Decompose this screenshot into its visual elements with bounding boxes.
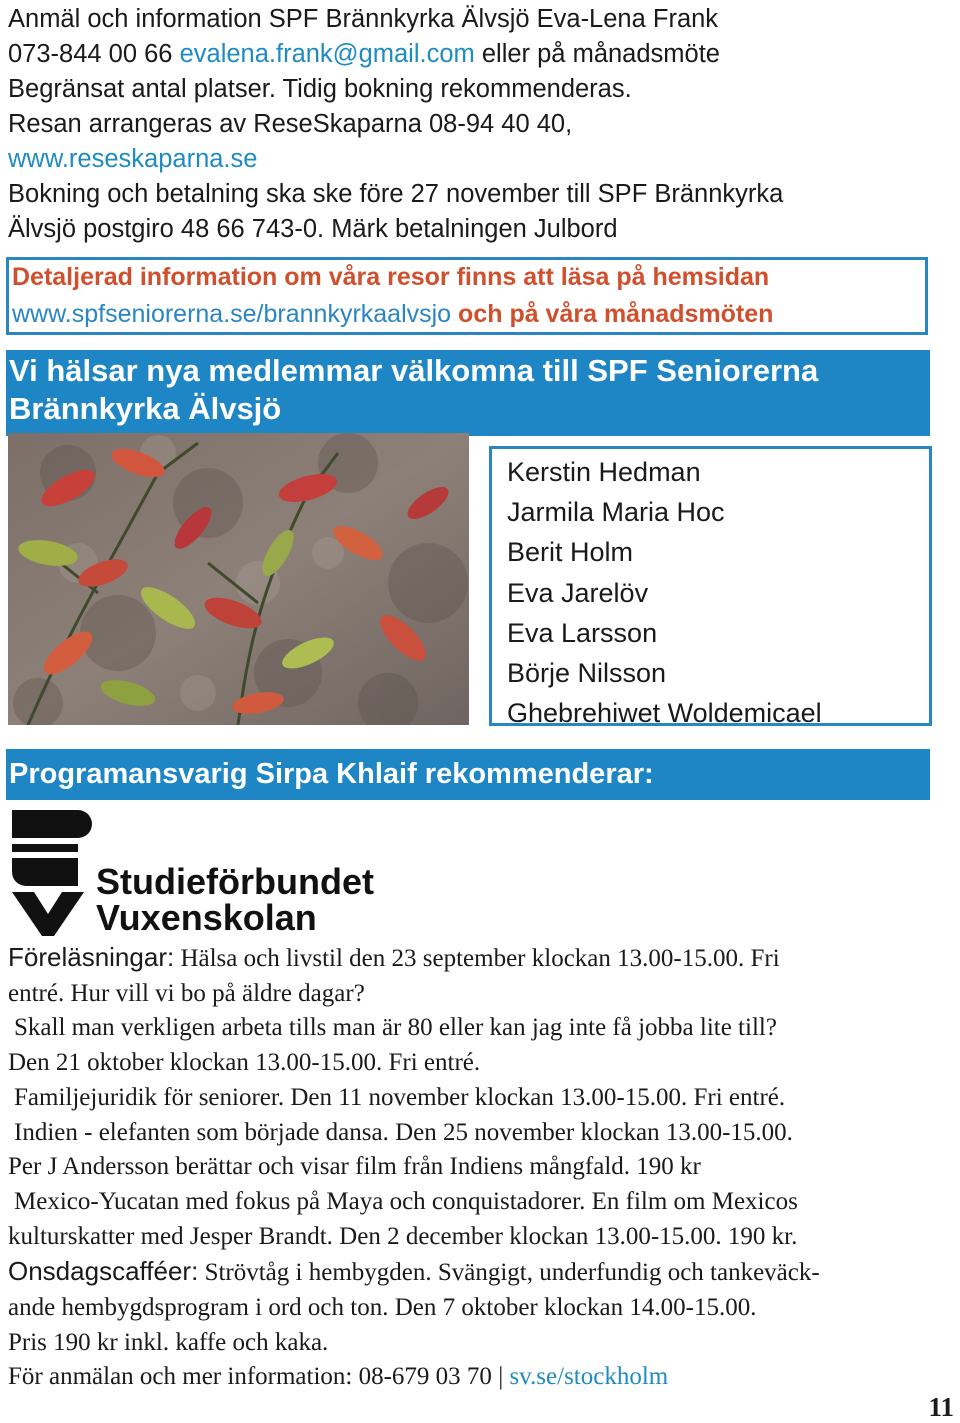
lecture-line: Skall man verkligen arbeta tills man är 80 eller kan jag inte få jobba lite till? (14, 1014, 777, 1042)
cafe-line (8, 1254, 948, 1291)
vuxenskolan-logo (8, 808, 428, 938)
logo-line: Studieförbundet (96, 861, 374, 902)
lectures-label: Föreläsningar: (8, 942, 175, 972)
member-name: Eva Jarelöv (507, 577, 649, 608)
intro-line: Älvsjö postgiro 48 66 743-0. Märk betalningen Julbord (8, 215, 618, 243)
lecture-line: Mexico-Yucatan med fokus på Maya och conquistadorer. En film om Mexicos (14, 1187, 798, 1215)
welcome-line: Brännkyrka Älvsjö (9, 391, 282, 426)
spf-website-link[interactable]: www.spfseniorerna.se/brannkyrkaalvsjo (12, 300, 452, 328)
info-box (6, 257, 928, 335)
member-name: Kerstin Hedman (507, 457, 701, 487)
welcome-line: Vi hälsar nya medlemmar välkomna till SPF Seniorerna (9, 353, 819, 388)
contact-separator: | (498, 1363, 504, 1391)
email-link[interactable]: evalena.frank@gmail.com (179, 40, 475, 68)
intro-line: Bokning och betalning ska ske före 27 november till SPF Brännkyrka (8, 180, 784, 208)
program-text (8, 940, 948, 1395)
intro-text: eller på månadsmöte (481, 40, 720, 68)
sv-website-link[interactable]: sv.se/stockholm (509, 1363, 669, 1391)
member-name: Jarmila Maria Hoc (507, 497, 725, 528)
intro-line (8, 37, 948, 72)
member-name: Berit Holm (507, 537, 634, 568)
lecture-line: kulturskatter med Jesper Brandt. Den 2 december klockan 13.00-15.00. 190 kr. (8, 1222, 798, 1250)
page-number: 11 (928, 1392, 954, 1422)
welcome-heading (6, 350, 930, 436)
lecture-text: Hälsa och livstil den 23 september klockan 13.00-15.00. Fri (180, 945, 780, 972)
lecture-line: Den 21 oktober klockan 13.00-15.00. Fri entré. (8, 1049, 481, 1077)
lecture-line: entré. Hur vill vi bo på äldre dagar? (8, 979, 365, 1007)
intro-line: Resan arrangeras av ReseSkaparna 08-94 40 40, (8, 110, 573, 138)
contact-line (8, 1360, 948, 1395)
member-name: Eva Larsson (507, 617, 658, 648)
lecture-line (8, 940, 948, 977)
contact-text: För anmälan och mer information: 08-679 03 70 (8, 1363, 492, 1391)
cafe-line: ande hembygdsprogram i ord och ton. Den 7 oktober klockan 14.00-15.00. (8, 1294, 757, 1322)
logo-line: Vuxenskolan (96, 897, 317, 938)
lecture-line: Familjejuridik för seniorer. Den 11 november klockan 13.00-15.00. Fri entré. (14, 1083, 786, 1111)
cafe-text: Strövtåg i hembygden. Svängigt, underfundig och tankeväck- (204, 1259, 820, 1287)
phone-number: 073-844 00 66 (8, 40, 173, 68)
cafe-label: Onsdagscafféer: (8, 1256, 199, 1287)
lecture-line: Per J Andersson berättar och visar film från Indiens mångfald. 190 kr (8, 1153, 701, 1181)
info-box-line (12, 297, 773, 331)
lecture-line: Indien - elefanten som började dansa. Den 25 november klockan 13.00-15.00. (14, 1118, 793, 1146)
member-name: Börje Nilsson (507, 658, 667, 689)
cafe-line: Pris 190 kr inkl. kaffe och kaka. (8, 1328, 329, 1356)
new-members-list (489, 446, 932, 729)
member-name: Ghebrehiwet Woldemicael (507, 698, 822, 729)
info-box-tail: och på våra månadsmöten (458, 300, 774, 328)
autumn-leaves-photo (8, 433, 469, 725)
program-heading: Programansvarig Sirpa Khlaif rekommenderar: (6, 749, 930, 800)
intro-block (8, 2, 948, 247)
reseskaparna-link[interactable]: www.reseskaparna.se (8, 145, 258, 173)
info-box-heading: Detaljerad information om våra resor finns att läsa på hemsidan (12, 263, 770, 291)
intro-line: Begränsat antal platser. Tidig bokning rekommenderas. (8, 75, 632, 103)
intro-line: Anmäl och information SPF Brännkyrka Älvsjö Eva-Lena Frank (8, 5, 719, 33)
